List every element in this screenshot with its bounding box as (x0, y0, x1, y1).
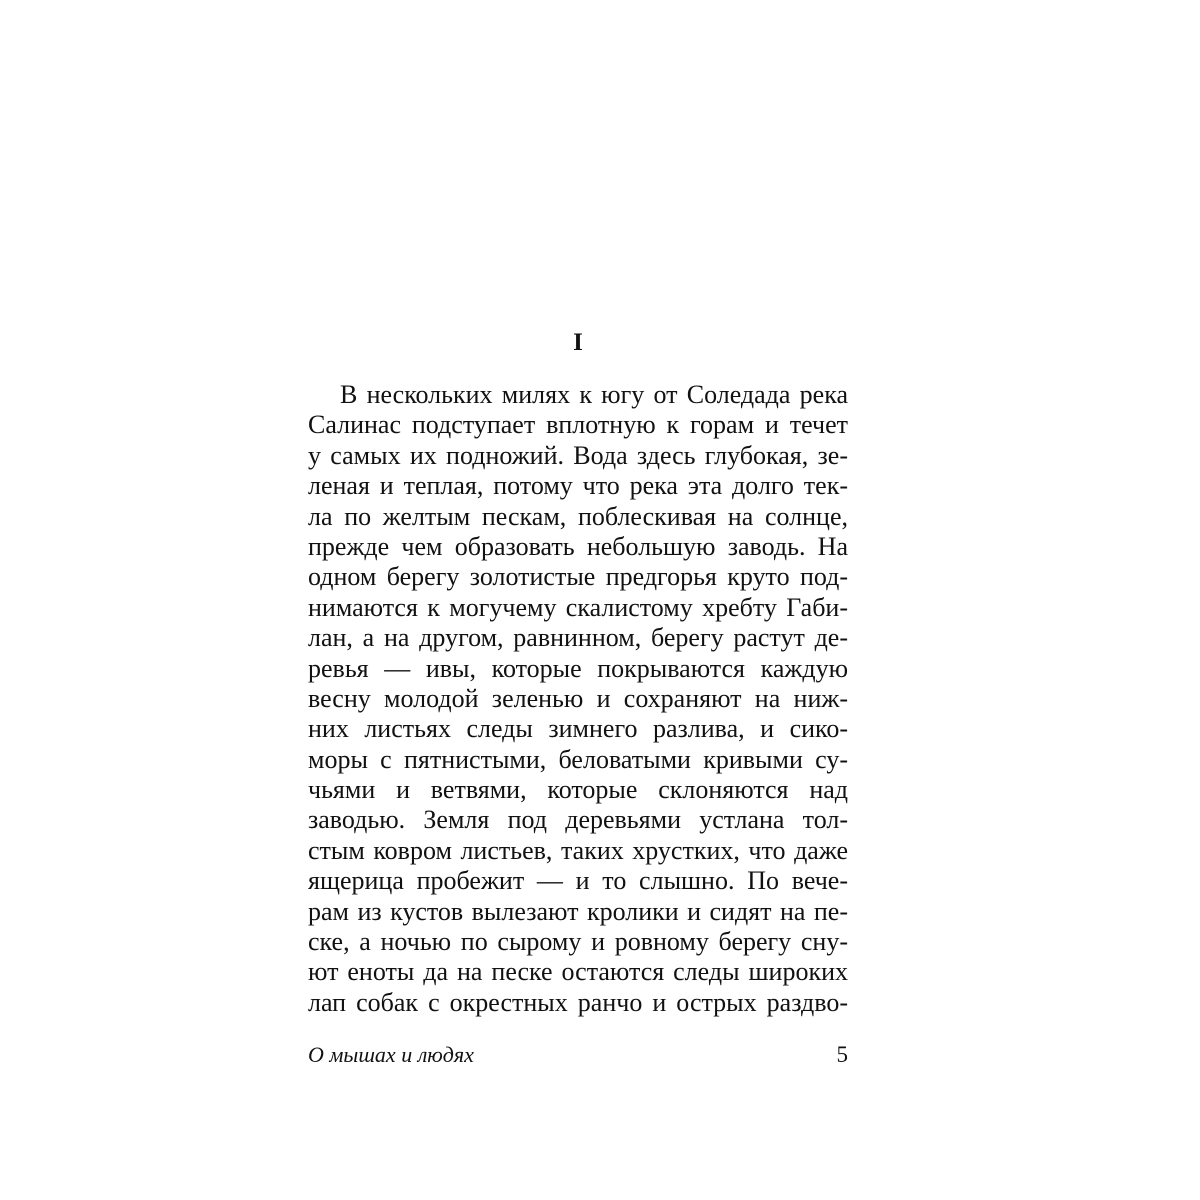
text-line: Салинас подступает вплотную к горам и течет (308, 410, 848, 440)
text-line: леная и теплая, потому что река эта долго тек- (308, 471, 848, 501)
text-line: ске, а ночью по сырому и ровному берегу сну- (308, 927, 848, 957)
text-line: чьями и ветвями, которые склоняются над (308, 775, 848, 805)
text-line: моры с пятнистыми, беловатыми кривыми су- (308, 744, 848, 774)
running-footer-title: О мышах и людях (308, 1042, 474, 1067)
page-number: 5 (836, 1042, 848, 1067)
text-line: лап собак с окрестных ранчо и острых раздво- (308, 987, 848, 1017)
text-line: ревья — ивы, которые покрываются каждую (308, 653, 848, 683)
text-line: лан, а на другом, равнинном, берегу растут де- (308, 623, 848, 653)
text-line: одном берегу золотистые предгорья круто под- (308, 562, 848, 592)
running-footer (308, 1040, 848, 1070)
text-line: ла по желтым пескам, поблескивая на солнце, (308, 501, 848, 531)
text-line: В нескольких милях к югу от Соледада река (340, 380, 848, 409)
text-line: ют еноты да на песке остаются следы широких (308, 957, 848, 987)
text-line: рам из кустов вылезают кролики и сидят на пе- (308, 896, 848, 926)
text-line: них листьях следы зимнего разлива, и сико- (308, 714, 848, 744)
body-paragraph (308, 380, 848, 1018)
chapter-heading: I (573, 329, 583, 356)
text-line: весну молодой зеленью и сохраняют на ниж- (308, 683, 848, 713)
text-line: прежде чем образовать небольшую заводь. На (308, 531, 848, 561)
text-line: нимаются к могучему скалистому хребту Габи- (308, 592, 848, 622)
text-line: у самых их подножий. Вода здесь глубокая, зе- (308, 440, 848, 470)
text-line: стым ковром листьев, таких хрустких, что даже (308, 835, 848, 865)
text-line: ящерица пробежит — и то слышно. По вече- (308, 866, 848, 896)
text-line: заводью. Земля под деревьями устлана тол- (308, 805, 848, 835)
